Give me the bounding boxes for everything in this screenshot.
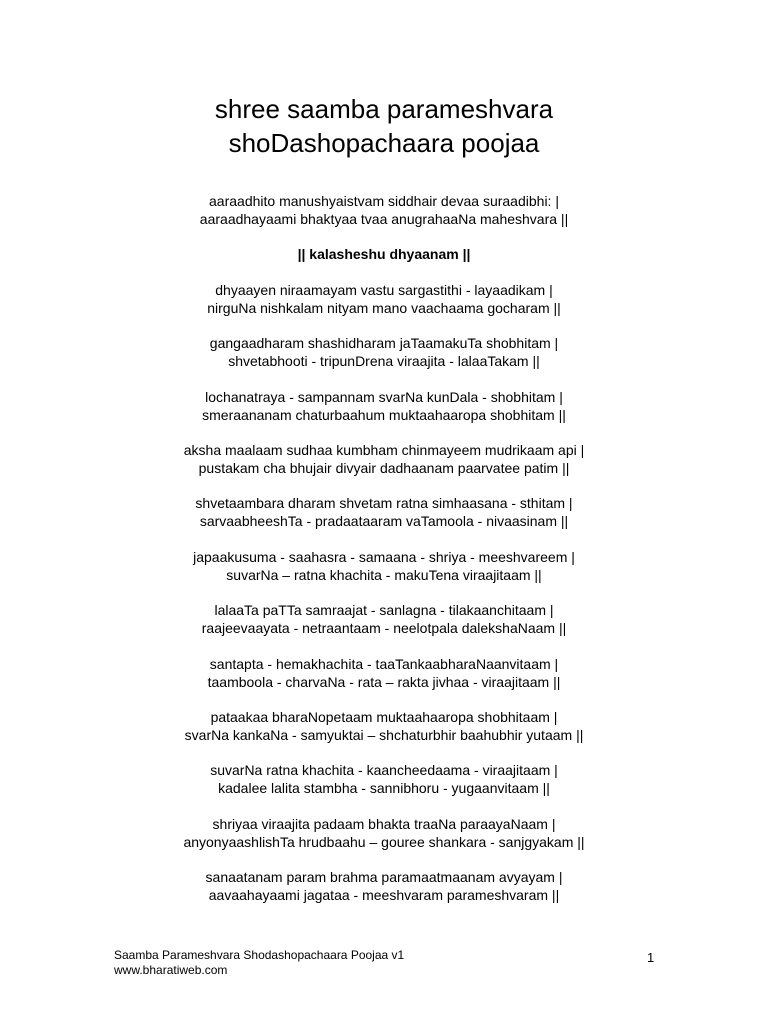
verse-line: aksha maalaam sudhaa kumbham chinmayeem mudrikaam api | — [183, 441, 585, 458]
verse-line: kadalee lalita stambha - sannibhoru - yugaanvitaam || — [218, 780, 550, 797]
section-heading — [0, 245, 768, 263]
page-title — [0, 92, 768, 160]
verse — [0, 388, 768, 424]
page-footer — [114, 948, 404, 978]
verse-line: santapta - hemakhachita - taaTankaabharaNaanvitaam | — [209, 655, 559, 672]
verse-line: japaakusuma - saahasra - samaana - shriya - meeshvareem | — [193, 548, 575, 565]
verse-line: sanaatanam param brahma paramaatmaanam avyayam | — [205, 869, 563, 886]
verse — [0, 281, 768, 317]
verse-line: shriyaa viraajita padaam bhakta traaNa paraayaNaam | — [212, 815, 556, 832]
verse — [0, 761, 768, 797]
verse — [0, 655, 768, 691]
verse-line: shvetaambara dharam shvetam ratna simhaasana - sthitam | — [195, 495, 573, 512]
verse — [0, 334, 768, 370]
verse-line: gangaadharam shashidharam jaTaamakuTa shobhitam | — [209, 335, 559, 352]
verse-line: raajeevaayata - netraantaam - neelotpala dalekshaNaam || — [201, 620, 567, 637]
verse-line: smeraananam chaturbaahum muktaahaaropa shobhitam || — [202, 406, 566, 423]
verse-line: aaraadhito manushyaistvam siddhair devaa suraadibhi: | — [209, 193, 559, 209]
verse-line: suvarNa – ratna khachita - makuTena viraajitaam || — [226, 566, 542, 583]
page-number: 1 — [647, 950, 655, 965]
verse-line: sarvaabheeshTa - pradaataaram vaTamoola - nivaasinam || — [199, 513, 569, 530]
verse-body — [0, 192, 768, 921]
section-heading-text: || kalasheshu dhyaanam || — [297, 246, 471, 263]
verse-line: nirguNa nishkalam nityam mano vaachaama gocharam || — [207, 299, 561, 316]
verse — [0, 868, 768, 904]
verse — [0, 548, 768, 584]
verse-line: svarNa kankaNa - samyuktai – shchaturbhir baahubhir yutaam || — [184, 726, 584, 743]
title-line-2: shoDashopachaara poojaa — [228, 128, 540, 158]
verse-line: pataakaa bharaNopetaam muktaahaaropa shobhitaam | — [210, 708, 558, 725]
verse — [0, 441, 768, 477]
verse — [0, 815, 768, 851]
verse-line: suvarNa ratna khachita - kaancheedaama - viraajitaam | — [210, 762, 558, 779]
verse-line: lalaaTa paTTa samraajat - sanlagna - tilakaanchitaam | — [214, 602, 554, 619]
verse-line: aavaahayaami jagataa - meeshvaram parameshvaram || — [208, 887, 560, 904]
verse-line: lochanatraya - sampannam svarNa kunDala - shobhitam | — [205, 388, 563, 405]
verse-line: taamboola - charvaNa - rata – rakta jivhaa - viraajitaam || — [207, 673, 561, 690]
verse — [0, 601, 768, 637]
verse-line: pustakam cha bhujair divyair dadhaanam paarvatee patim || — [198, 459, 570, 476]
verse — [0, 494, 768, 530]
verse-line: shvetabhooti - tripunDrena viraajita - lalaaTakam || — [228, 353, 540, 370]
footer-document-title: Saamba Parameshvara Shodashopachaara Poojaa v1 — [114, 948, 405, 962]
verse-line: aaraadhayaami bhaktyaa tvaa anugrahaaNa maheshvara || — [199, 211, 569, 227]
verse — [0, 708, 768, 744]
verse-line: anyonyaashlishTa hrudbaahu – gouree shankara - sanjgyakam || — [183, 833, 585, 850]
verse-line: dhyaayen niraamayam vastu sargastithi - layaadikam | — [215, 281, 553, 298]
verse-invocation — [0, 192, 768, 228]
title-line-1: shree saamba parameshvara — [214, 94, 554, 124]
footer-website-link[interactable]: www.bharatiweb.com — [114, 963, 228, 977]
